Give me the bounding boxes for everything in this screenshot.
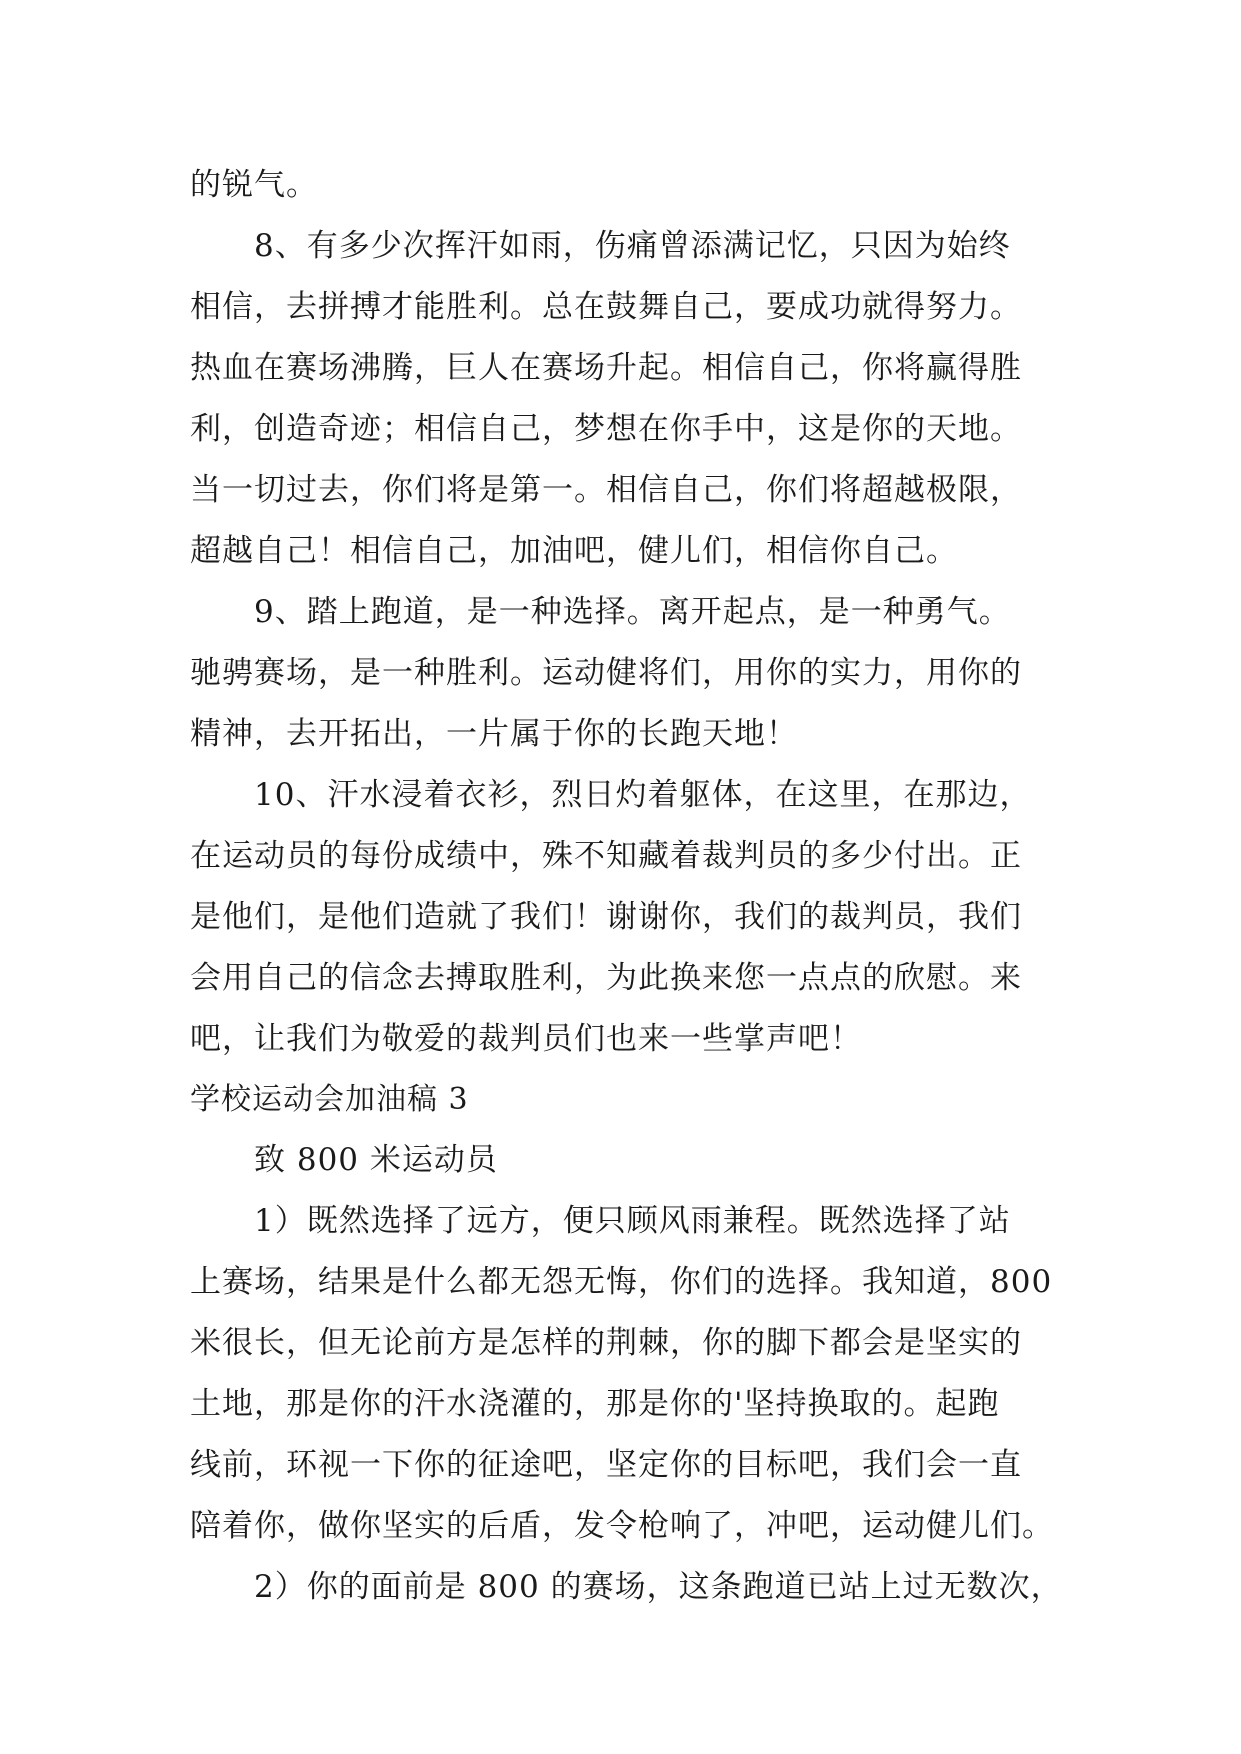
text-line: 在运动员的每份成绩中，殊不知藏着裁判员的多少付出。正: [190, 838, 1022, 874]
text-line: 利，创造奇迹；相信自己，梦想在你手中，这是你的天地。: [190, 411, 1022, 447]
text-line: 米很长，但无论前方是怎样的荆棘，你的脚下都会是坚实的: [190, 1325, 1022, 1361]
text-line: 2）你的面前是 800 的赛场，这条跑道已站上过无数次，: [254, 1569, 1063, 1605]
section-heading: 学校运动会加油稿 3: [190, 1082, 469, 1117]
text-line: 会用自己的信念去搏取胜利，为此换来您一点点的欣慰。来: [190, 960, 1022, 996]
text-line: 吧，让我们为敬爱的裁判员们也来一些掌声吧！: [190, 1021, 862, 1057]
text-line: 8、有多少次挥汗如雨，伤痛曾添满记忆，只因为始终: [254, 228, 1011, 264]
text-line: 1）既然选择了远方，便只顾风雨兼程。既然选择了站: [254, 1203, 1011, 1239]
text-line: 线前，环视一下你的征途吧，坚定你的目标吧，我们会一直: [190, 1447, 1022, 1483]
text-line: 当一切过去，你们将是第一。相信自己，你们将超越极限，: [190, 472, 1022, 508]
text-line: 精神，去开拓出，一片属于你的长跑天地！: [190, 716, 798, 752]
text-line: 超越自己！相信自己，加油吧，健儿们，相信你自己。: [190, 533, 958, 569]
text-line: 是他们，是他们造就了我们！谢谢你，我们的裁判员，我们: [190, 899, 1022, 935]
text-line: 陪着你，做你坚实的后盾，发令枪响了，冲吧，运动健儿们。: [190, 1508, 1054, 1544]
text-line: 热血在赛场沸腾，巨人在赛场升起。相信自己，你将赢得胜: [190, 350, 1022, 386]
text-line: 的锐气。: [190, 167, 318, 203]
document-page: [190, 155, 1063, 1618]
text-line: 10、汗水浸着衣衫，烈日灼着躯体，在这里，在那边，: [254, 777, 1032, 813]
subheading: 致 800 米运动员: [254, 1142, 498, 1178]
text-line: 9、踏上跑道，是一种选择。离开起点，是一种勇气。: [254, 594, 1011, 630]
text-line: 相信，去拼搏才能胜利。总在鼓舞自己，要成功就得努力。: [190, 289, 1022, 325]
text-line: 上赛场，结果是什么都无怨无悔，你们的选择。我知道，800: [190, 1264, 1053, 1300]
text-line: 驰骋赛场，是一种胜利。运动健将们，用你的实力，用你的: [190, 655, 1022, 691]
text-line: 土地，那是你的汗水浇灌的，那是你的'坚持换取的。起跑: [190, 1386, 1000, 1422]
